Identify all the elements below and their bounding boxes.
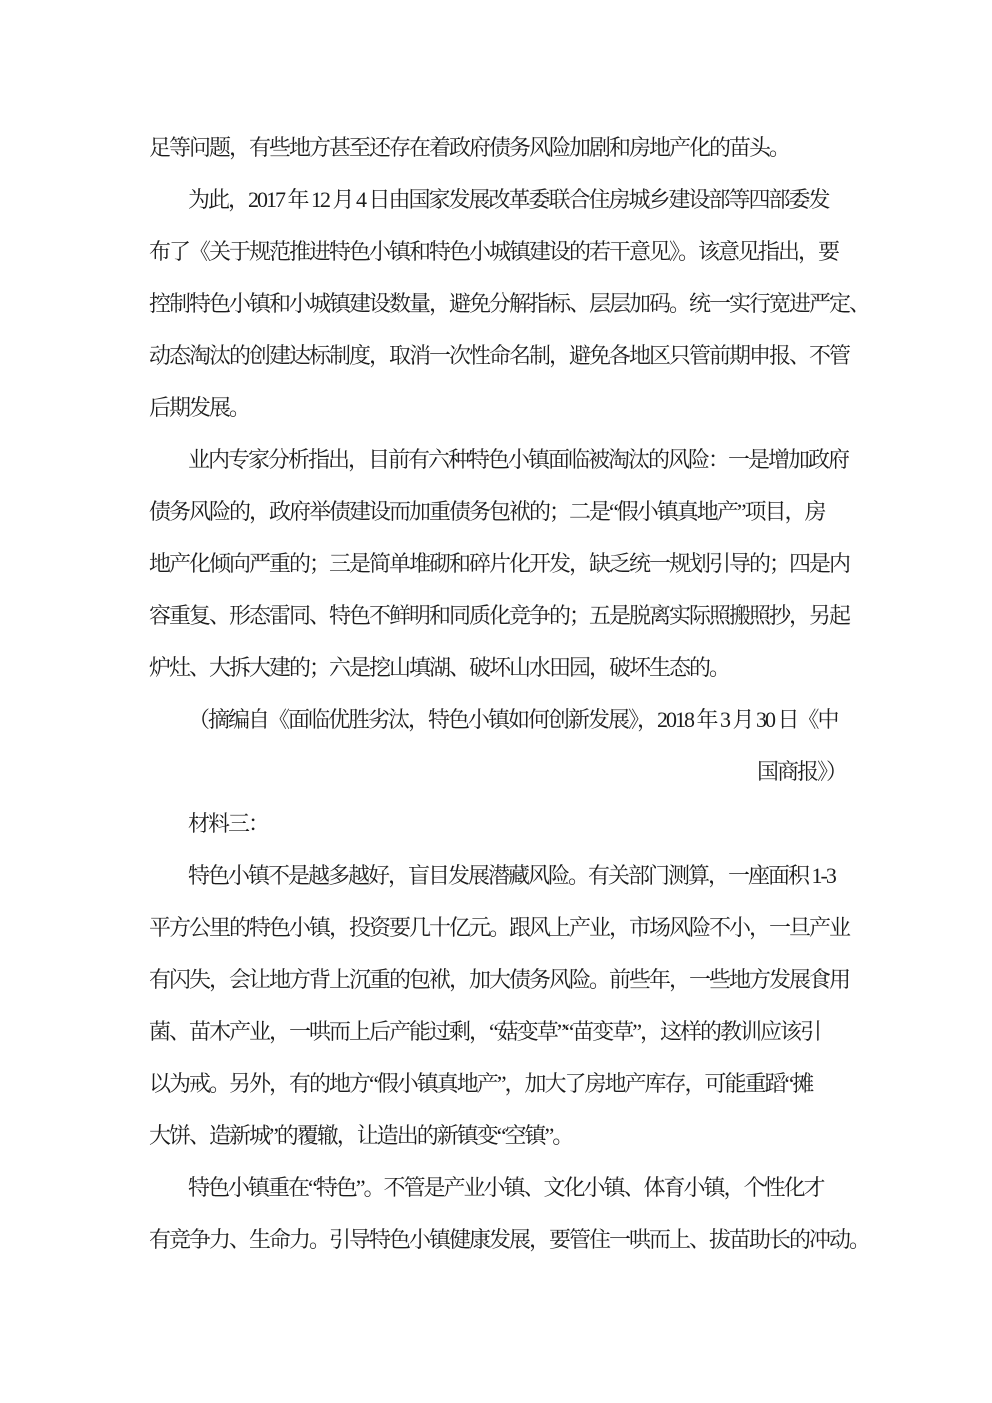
text-line-body: 有竞争力、生命力。引导特色小镇健康发展，要管住一哄而上、拔苗助长的冲动。 [149, 1227, 870, 1252]
text-line-citation: （摘编自《面临优胜劣汰，特色小镇如何创新发展》，2018 年 3 月 30 日《中 [188, 707, 838, 732]
text-line-body: 炉灶、大拆大建的；六是挖山填湖、破坏山水田园，破坏生态的。 [149, 655, 730, 680]
text-line-body: 容重复、形态雷同、特色不鲜明和同质化竞争的；五是脱离实际照搬照抄，另起 [149, 603, 850, 628]
text-line-body: 大饼、造新城”的覆辙，让造出的新镇变“空镇”。 [149, 1123, 573, 1148]
text-line-body: 为此，2017 年 12 月 4 日由国家发展改革委联合住房城乡建设部等四部委发 [188, 187, 829, 212]
text-line-body: 足等问题，有些地方甚至还存在着政府债务风险加剧和房地产化的苗头。 [149, 135, 790, 160]
text-line-body: 债务风险的，政府举债建设而加重债务包袱的；二是“假小镇真地产”项目，房 [149, 499, 825, 524]
text-line-body: 控制特色小镇和小城镇建设数量，避免分解指标、层层加码。统一实行宽进严定、 [149, 291, 870, 316]
text-line-body: 特色小镇不是越多越好，盲目发展潜藏风险。有关部门测算，一座面积 1-3 [188, 863, 835, 888]
text-line-body: 业内专家分析指出，目前有六种特色小镇面临被淘汰的风险：一是增加政府 [188, 447, 849, 472]
text-line-body: 特色小镇重在“特色”。不管是产业小镇、文化小镇、体育小镇，个性化才 [188, 1175, 824, 1200]
text-line-body: 有闪失，会让地方背上沉重的包袱，加大债务风险。前些年，一些地方发展食用 [149, 967, 850, 992]
text-line-body: 动态淘汰的创建达标制度，取消一次性命名制，避免各地区只管前期申报、不管 [149, 343, 850, 368]
text-line-body: 菌、苗木产业，一哄而上后产能过剩，“菇变草”“苗变草”，这样的教训应该引 [149, 1019, 821, 1044]
text-line-citation: 国商报》） [756, 759, 846, 784]
text-line-body: 布了《关于规范推进特色小镇和特色小城镇建设的若干意见》。该意见指出，要 [149, 239, 839, 264]
text-line-body: 平方公里的特色小镇，投资要几十亿元。跟风上产业，市场风险不小，一旦产业 [149, 915, 850, 940]
text-line-body: 以为戒。另外，有的地方“假小镇真地产”，加大了房地产库存，可能重蹈“摊 [149, 1071, 813, 1096]
text-line-body: 后期发展。 [149, 395, 250, 420]
passage-text [149, 122, 880, 1266]
text-line-body: 地产化倾向严重的；三是简单堆砌和碎片化开发，缺乏统一规划引导的；四是内 [149, 551, 850, 576]
text-line-heading: 材料三： [188, 811, 269, 836]
